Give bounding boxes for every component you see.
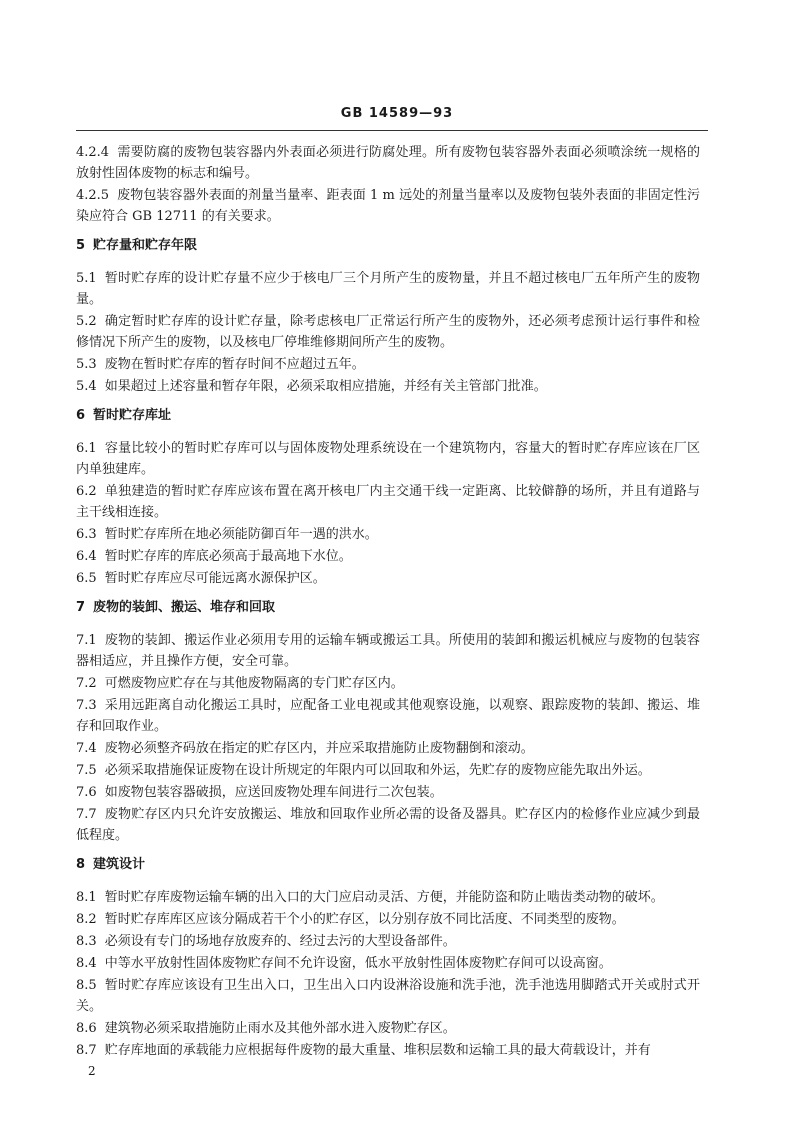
clause-number: 5.4 (76, 379, 97, 394)
clause-number: 6.4 (76, 549, 97, 564)
section-number: 5 (76, 238, 86, 253)
clause-number: 7.4 (76, 741, 97, 756)
clause-text: 需要防腐的废物包装容器内外表面必须进行防腐处理。所有废物包装容器外表面必须喷涂统一规格的放射性固体废物的标志和编号。 (76, 145, 700, 181)
clause-paragraph (76, 1018, 700, 1039)
clause-paragraph (76, 630, 700, 672)
clause-number: 7.7 (76, 807, 97, 822)
clause-text: 贮存库地面的承载能力应根据每件废物的最大重量、堆积层数和运输工具的最大荷载设计，并有 (104, 1043, 651, 1058)
section-number: 6 (76, 408, 86, 423)
clause-number: 6.3 (76, 527, 97, 542)
clause-paragraph (76, 311, 700, 353)
clause-number: 4.2.5 (76, 188, 110, 203)
clause-number: 7.1 (76, 633, 97, 648)
clause-number: 8.2 (76, 912, 97, 927)
clause-number: 6.2 (76, 484, 97, 499)
clause-number: 5.1 (76, 271, 97, 286)
clause-number: 8.4 (76, 956, 97, 971)
clause-text: 暂时贮存库库区应该分隔成若干个小的贮存区，以分别存放不同比活度、不同类型的废物。 (104, 912, 625, 927)
section-number: 7 (76, 600, 86, 615)
document-body (76, 142, 700, 1062)
clause-paragraph (76, 695, 700, 737)
clause-text: 建筑物必须采取措施防止雨水及其他外部水进入废物贮存区。 (104, 1021, 456, 1036)
section-number: 8 (76, 857, 86, 872)
clause-number: 7.3 (76, 698, 97, 713)
page-number: 2 (88, 1064, 96, 1078)
clause-text: 如果超过上述容量和暂存年限，必须采取相应措施，并经有关主管部门批准。 (104, 379, 547, 394)
clause-text: 如废物包装容器破损，应送回废物处理车间进行二次包装。 (104, 785, 443, 800)
clause-paragraph (76, 546, 700, 567)
clause-text: 可燃废物应贮存在与其他废物隔离的专门贮存区内。 (104, 676, 404, 691)
clause-paragraph (76, 376, 700, 397)
clause-text: 废物必须整齐码放在指定的贮存区内，并应采取措施防止废物翻倒和滚动。 (104, 741, 534, 756)
clause-text: 容量比较小的暂时贮存库可以与固体废物处理系统设在一个建筑物内，容量大的暂时贮存库应该在厂区内单独建库。 (76, 441, 700, 477)
clause-paragraph (76, 738, 700, 759)
clause-text: 废物包装容器外表面的剂量当量率、距表面 1 m 远处的剂量当量率以及废物包装外表面的非固定性污染应符合 GB 12711 的有关要求。 (76, 188, 700, 224)
section-title: 建筑设计 (93, 857, 146, 872)
clause-number: 5.2 (76, 314, 97, 329)
section-heading (76, 235, 700, 256)
clause-paragraph (76, 185, 700, 227)
clause-paragraph (76, 481, 700, 523)
clause-text: 采用远距离自动化搬运工具时，应配备工业电视或其他观察设施，以观察、跟踪废物的装卸、搬运、堆存和回取作业。 (76, 698, 700, 734)
section-title: 暂时贮存库址 (93, 408, 172, 423)
clause-paragraph (76, 975, 700, 1017)
clause-text: 暂时贮存库的设计贮存量不应少于核电厂三个月所产生的废物量，并且不超过核电厂五年所产生的废物量。 (76, 271, 700, 307)
clause-number: 7.5 (76, 763, 97, 778)
clause-paragraph (76, 268, 700, 310)
clause-paragraph (76, 568, 700, 589)
clause-paragraph (76, 931, 700, 952)
standard-number-header: GB 14589—93 (340, 106, 454, 121)
clause-paragraph (76, 804, 700, 846)
clause-text: 废物贮存区内只允许安放搬运、堆放和回取作业所必需的设备及器具。贮存区内的检修作业应减少到最低程度。 (76, 807, 700, 843)
clause-paragraph (76, 438, 700, 480)
clause-number: 6.1 (76, 441, 97, 456)
clause-number: 7.6 (76, 785, 97, 800)
header-rule (76, 130, 708, 131)
clause-number: 8.5 (76, 978, 97, 993)
clause-text: 废物的装卸、搬运作业必须用专用的运输车辆或搬运工具。所使用的装卸和搬运机械应与废物的包装容器相适应，并且操作方便，安全可靠。 (76, 633, 700, 669)
clause-text: 必须采取措施保证废物在设计所规定的年限内可以回取和外运，先贮存的废物应能先取出外运。 (104, 763, 651, 778)
clause-paragraph (76, 524, 700, 545)
clause-number: 8.6 (76, 1021, 97, 1036)
clause-text: 暂时贮存库所在地必须能防御百年一遇的洪水。 (104, 527, 378, 542)
clause-number: 4.2.4 (76, 145, 110, 160)
clause-number: 8.1 (76, 890, 97, 905)
clause-paragraph (76, 1040, 700, 1061)
clause-number: 8.7 (76, 1043, 97, 1058)
clause-text: 暂时贮存库应该设有卫生出入口，卫生出入口内设淋浴设施和洗手池，洗手池选用脚踏式开关或肘式开关。 (76, 978, 700, 1014)
clause-paragraph (76, 909, 700, 930)
clause-text: 中等水平放射性固体废物贮存间不允许设窗，低水平放射性固体废物贮存间可以设高窗。 (104, 956, 612, 971)
section-title: 贮存量和贮存年限 (93, 238, 198, 253)
clause-text: 暂时贮存库应尽可能远离水源保护区。 (104, 571, 326, 586)
clause-paragraph (76, 782, 700, 803)
clause-paragraph (76, 953, 700, 974)
clause-paragraph (76, 142, 700, 184)
clause-paragraph (76, 887, 700, 908)
clause-number: 5.3 (76, 357, 97, 372)
clause-text: 必须设有专门的场地存放废弃的、经过去污的大型设备部件。 (104, 934, 456, 949)
section-heading (76, 854, 700, 875)
clause-text: 废物在暂时贮存库的暂存时间不应超过五年。 (104, 357, 365, 372)
section-heading (76, 597, 700, 618)
clause-paragraph (76, 354, 700, 375)
section-title: 废物的装卸、搬运、堆存和回取 (93, 600, 276, 615)
clause-text: 确定暂时贮存库的设计贮存量，除考虑核电厂正常运行所产生的废物外，还必须考虑预计运行事件和检修情况下所产生的废物，以及核电厂停堆维修期间所产生的废物。 (76, 314, 700, 350)
clause-text: 暂时贮存库废物运输车辆的出入口的大门应启动灵活、方便，并能防盗和防止啮齿类动物的破坏。 (104, 890, 664, 905)
clause-text: 暂时贮存库的库底必须高于最高地下水位。 (104, 549, 352, 564)
clause-text: 单独建造的暂时贮存库应该布置在离开核电厂内主交通干线一定距离、比较僻静的场所，并且有道路与主干线相连接。 (76, 484, 700, 520)
clause-number: 6.5 (76, 571, 97, 586)
clause-paragraph (76, 760, 700, 781)
clause-number: 7.2 (76, 676, 97, 691)
section-heading (76, 405, 700, 426)
clause-paragraph (76, 673, 700, 694)
clause-number: 8.3 (76, 934, 97, 949)
